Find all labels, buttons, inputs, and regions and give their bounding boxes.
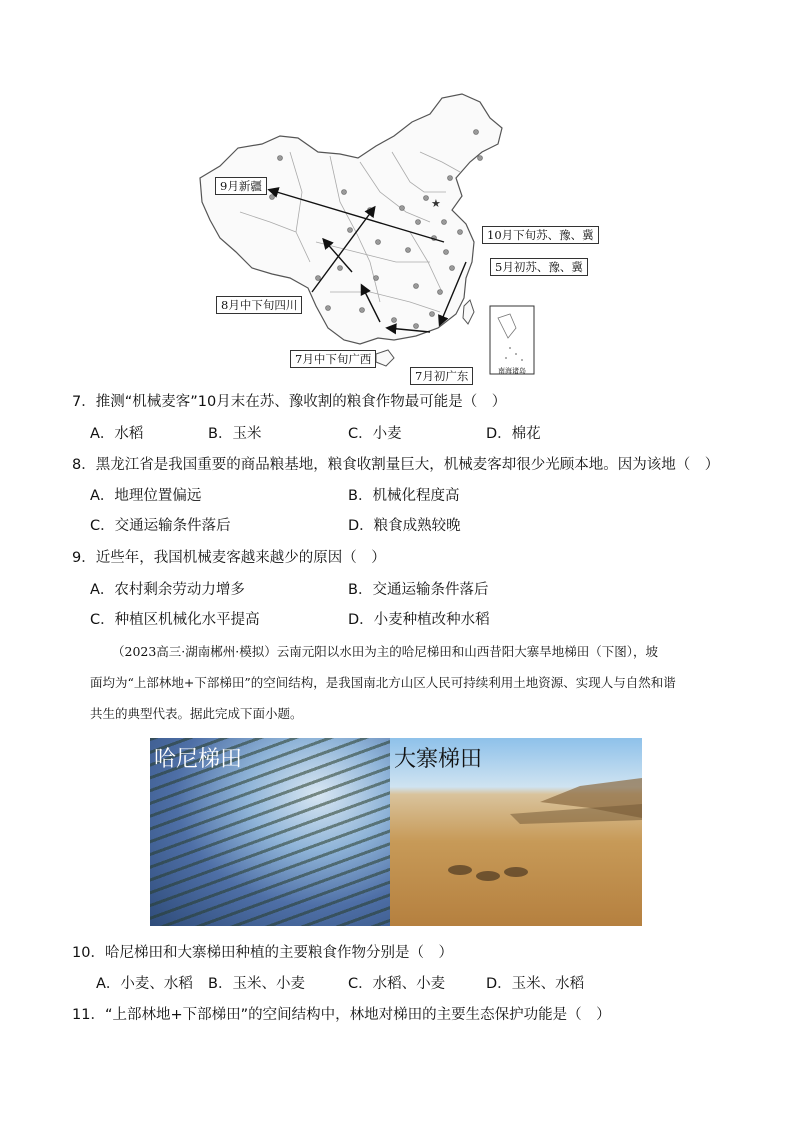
label-guangdong: 7月初广东 bbox=[410, 367, 473, 385]
question-7-stem: 7．推测“机械麦客”10月末在苏、豫收割的粮食作物最可能是（ ） bbox=[72, 394, 507, 410]
q8-option-a[interactable]: A．地理位置偏远 bbox=[90, 488, 202, 504]
q8-option-c[interactable]: C．交通运输条件落后 bbox=[90, 518, 231, 534]
taiwan-island bbox=[463, 300, 474, 324]
label-xinjiang: 9月新疆 bbox=[215, 177, 267, 195]
q10-option-a[interactable]: A．小麦、水稻 bbox=[96, 976, 193, 992]
capital-star-icon: ★ bbox=[431, 197, 441, 210]
q8-option-b[interactable]: B．机械化程度高 bbox=[348, 488, 460, 504]
q9-option-a[interactable]: A．农村剩余劳动力增多 bbox=[90, 582, 245, 598]
label-sujiyu-may: 5月初苏、豫、冀 bbox=[490, 258, 588, 276]
question-10-stem: 10．哈尼梯田和大寨梯田种植的主要粮食作物分别是（ ） bbox=[72, 945, 453, 961]
hainan-island bbox=[376, 350, 394, 366]
photo-dazhai-terraces bbox=[390, 738, 642, 926]
q7-option-b[interactable]: B．玉米 bbox=[208, 426, 262, 442]
q7-option-d[interactable]: D．棉花 bbox=[486, 426, 541, 442]
q9-option-b[interactable]: B．交通运输条件落后 bbox=[348, 582, 489, 598]
dazhai-scene-svg bbox=[390, 738, 642, 926]
intro-line-1: （2023高三·湖南郴州·模拟）云南元阳以水田为主的哈尼梯田和山西昔阳大寨旱地梯田（下图），坡 bbox=[112, 644, 659, 659]
question-8-stem: 8．黑龙江省是我国重要的商品粮基地，粮食收割量巨大，机械麦客却很少光顾本地。因为该地（ ） bbox=[72, 457, 720, 473]
intro-line-2: 面均为“上部林地+下部梯田”的空间结构，是我国南北方山区人民可持续利用土地资源、实现人与自然和谐 bbox=[90, 675, 676, 690]
q7-option-a[interactable]: A．水稻 bbox=[90, 426, 144, 442]
intro-line-3: 共生的典型代表。据此完成下面小题。 bbox=[90, 706, 303, 721]
china-map bbox=[180, 92, 594, 387]
q8-option-d[interactable]: D．粮食成熟较晚 bbox=[348, 518, 461, 534]
q7-option-c[interactable]: C．小麦 bbox=[348, 426, 402, 442]
q9-option-d[interactable]: D．小麦种植改种水稻 bbox=[348, 612, 490, 628]
q10-option-c[interactable]: C．水稻、小麦 bbox=[348, 976, 446, 992]
question-11-stem: 11．“上部林地+下部梯田”的空间结构中，林地对梯田的主要生态保护功能是（ ） bbox=[72, 1007, 611, 1023]
photo-hani-terraces bbox=[150, 738, 390, 926]
q10-option-d[interactable]: D．玉米、水稻 bbox=[486, 976, 585, 992]
label-sichuan: 8月中下旬四川 bbox=[216, 296, 302, 314]
label-guangxi: 7月中下旬广西 bbox=[290, 350, 376, 368]
inset-caption: 南海诸岛 bbox=[498, 367, 526, 375]
photo-dazhai-title: 大寨梯田 bbox=[394, 747, 483, 772]
question-9-stem: 9．近些年，我国机械麦客越来越少的原因（ ） bbox=[72, 550, 386, 566]
q10-option-b[interactable]: B．玉米、小麦 bbox=[208, 976, 305, 992]
label-sujiyu-oct: 10月下旬苏、豫、冀 bbox=[482, 226, 599, 244]
south-sea-inset bbox=[490, 306, 534, 374]
q9-option-c[interactable]: C．种植区机械化水平提高 bbox=[90, 612, 260, 628]
photo-hani-title: 哈尼梯田 bbox=[154, 747, 243, 772]
